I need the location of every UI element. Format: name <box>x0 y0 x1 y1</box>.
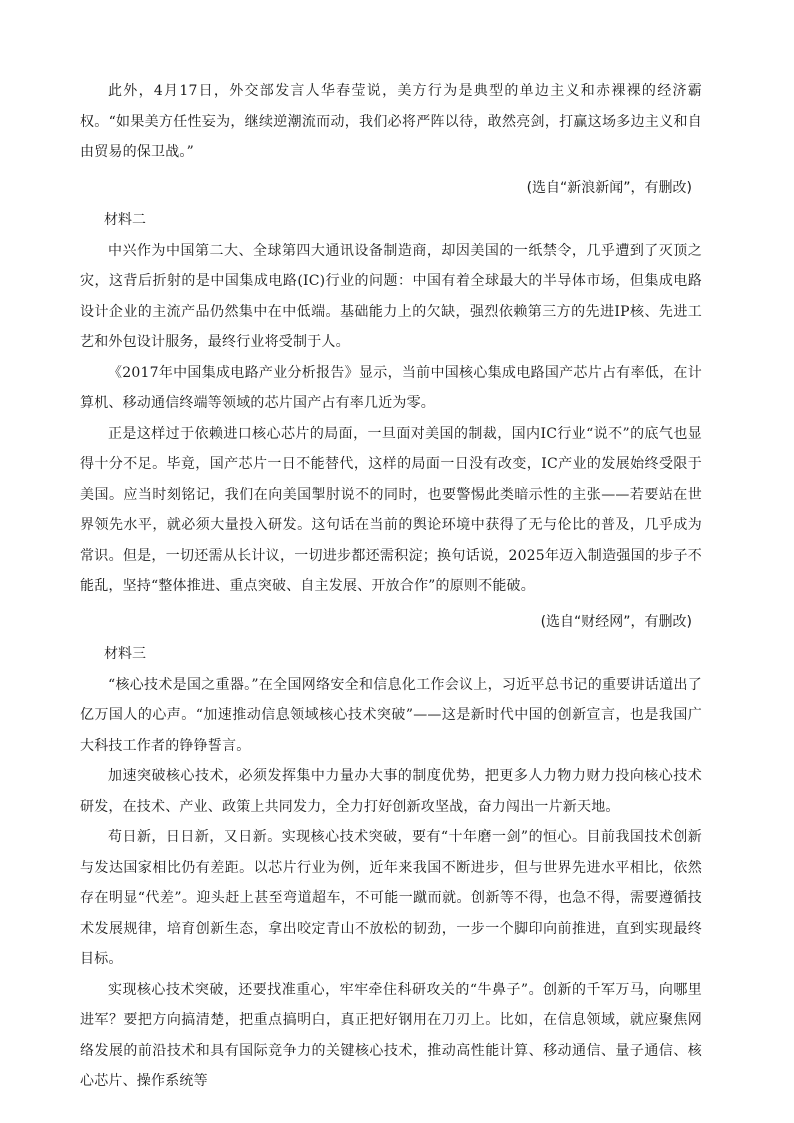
material2-paragraph-2: 《2017年中国集成电路产业分析报告》显示，当前中国核心集成电路国产芯片占有率低，在计算机、移动通信终端等领域的芯片国产占有率几近为零。 <box>80 364 702 411</box>
material1-paragraph: 此外，4月17日，外交部发言人华春莹说，美方行为是典型的单边主义和赤裸裸的经济霸权。“如果美方任性妄为，继续逆潮流而动，我们必将严阵以待，敢然亮剑，打赢这场多边主义和自由贸易的保卫战。” <box>80 83 702 160</box>
material2-source: (选自“财经网”，有删改) <box>540 613 692 630</box>
material3-paragraph-2: 加速突破核心技术，必须发挥集中力量办大事的制度优势，把更多人力物力财力投向核心技术研发，在技术、产业、政策上共同发力，全力打好创新攻坚战，奋力闯出一片新天地。 <box>80 768 702 815</box>
material2-paragraph-3: 正是这样过于依赖进口核心芯片的局面，一旦面对美国的制裁，国内IC行业“说不”的底气也显得十分不足。毕竟，国产芯片一日不能替代，这样的局面一日没有改变，IC产业的发展始终受限于美国。应当时刻铭记，我们在向美国掣肘说不的同时，也要警惕此类暗示性的主张——若要站在世界领先水平，就必须大量投入研发。这句话在当前的舆论环境中获得了无与伦比的普及，几乎成为常识。但是，一切还需从长计议，一切进步都还需积淀；换句话说，2025年迈入制造强国的步子不能乱，坚持“整体推进、重点突破、自主发展、开放合作”的原则不能破。 <box>80 425 702 594</box>
material2-heading: 材料二 <box>104 211 146 228</box>
material3-heading: 材料三 <box>104 645 146 662</box>
material3-paragraph-3: 苟日新，日日新，又日新。实现核心技术突破，要有“十年磨一剑”的恒心。目前我国技术创新与发达国家相比仍有差距。以芯片行业为例，近年来我国不断进步，但与世界先进水平相比，依然存在明显“代差”。迎头赶上甚至弯道超车，不可能一蹴而就。创新等不得，也急不得，需要遵循技术发展规律，培育创新生态，拿出咬定青山不放松的韧劲，一步一个脚印向前推进，直到实现最终目标。 <box>80 829 702 967</box>
material3-paragraph-1: “核心技术是国之重器。”在全国网络安全和信息化工作会议上，习近平总书记的重要讲话道出了亿万国人的心声。“加速推动信息领域核心技术突破”——这是新时代中国的创新宣言，也是我国广大科技工作者的铮铮誓言。 <box>80 676 702 754</box>
material2-paragraph-1: 中兴作为中国第二大、全球第四大通讯设备制造商，却因美国的一纸禁令，几乎遭到了灭顶之灾，这背后折射的是中国集成电路(IC)行业的问题：中国有着全球最大的半导体市场，但集成电路设计企业的主流产品仍然集中在中低端。基础能力上的欠缺，强烈依赖第三方的先进IP核、先进工艺和外包设计服务，最终行业将受制于人。 <box>80 242 702 350</box>
material1-source: (选自“新浪新闻”，有删改) <box>526 179 692 196</box>
material3-paragraph-4: 实现核心技术突破，还要找准重心，牢牢牵住科研攻关的“牛鼻子”。创新的千军万马，向哪里进军？要把方向搞清楚，把重点搞明白，真正把好钢用在刀刃上。比如，在信息领域，就应聚焦网络发展的前沿技术和具有国际竞争力的关键核心技术，推动高性能计算、移动通信、量子通信、核心芯片、操作系统等 <box>80 981 702 1089</box>
